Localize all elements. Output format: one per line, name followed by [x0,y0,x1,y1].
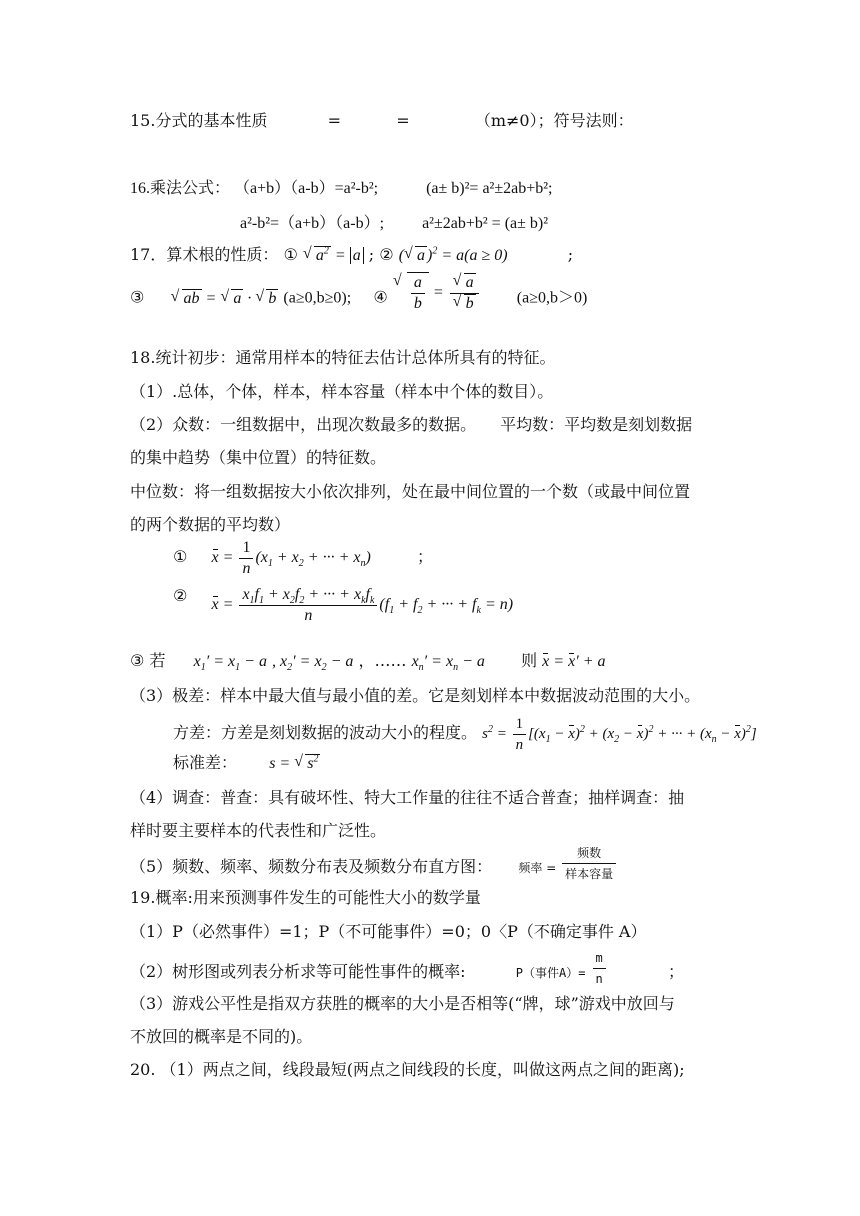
section-18-item-2-line2: 的集中趋势（集中位置）的特征数。 [130,448,387,467]
section-19-item-1: （1）P（必然事件）=1；P（不可能事件）=0；0〈P（不确定事件 A） [130,922,647,941]
section-18-item-5-text: （5）频数、频率、频数分布表及频数分布直方图： [130,857,493,876]
product-formula-4: a²±2ab+b² = (a± b)² [422,215,549,232]
section-16-line1 [130,178,552,200]
product-formula-2: (a± b)²= a²±2ab+b²; [426,180,553,197]
marker-2: ② [379,245,394,264]
section-17-label: 17．算术根的性质： [130,245,279,264]
section-19-item-2 [130,951,684,989]
section-18-item-1: （1）.总体，个体，样本，样本容量（样本中个体的数目）。 [130,382,554,401]
mean-formula-1-expression: x = $\frac{1}{n}$ ($x_1 + x_2$ + ··· + $x_n$) [211,539,371,577]
frequency-formula: 频率 = $\frac{\text{频数}}{\text{样本容量}}$ [518,861,618,875]
section-15-eq1: = [327,111,342,130]
section-18-item-2-line4: 的两个数据的平均数） [130,515,291,534]
shift-mean-expression: x = x′ + a [542,653,605,670]
variance-line [173,714,757,755]
section-18-item-5 [130,846,618,884]
section-19-item-2-end: ； [667,962,684,981]
product-formula-1: （a+b）（a-b）=a²-b²; [234,180,379,197]
marker-1: ① [283,245,298,264]
marker-4: ④ [373,287,388,307]
mean-formula-3-then: 则 [521,651,538,670]
std-label: 标准差： [173,753,238,772]
section-18-item-3: （3）极差：样本中最大值与最小值的差。它是刻划样本中数据波动范围的大小。 [130,686,701,705]
probability-denominator: n [595,972,603,986]
sqrt-a-squared-identity: (√ a )$^2$ = a(a ≥ 0) [399,247,508,264]
mean-formula-1-end: ； [417,547,434,567]
std-formula: s = √ $s^2$ [269,755,320,772]
section-18-item-4-line2: 样时要主要样本的代表性和广泛性。 [130,821,387,840]
mean-formula-3 [130,650,605,673]
mean-formula-3-marker: ③ [130,651,145,670]
sqrt-product-formula: √ ab = √ a · √ b [171,290,279,307]
sqrt-quotient-formula: √ $\frac{a}{b}$ = √ a √ b [393,272,481,314]
shift-expression-2: , $x_2' = x_2 - a$ [272,653,354,674]
sqrt-product-condition: (a≥0,b≥0); [283,289,352,307]
section-18-item-2-line3: 中位数：将一组数据按大小依次排列，处在最中间位置的一个数（或最中间位置 [130,482,691,501]
variance-label: 方差：方差是刻划数据的波动大小的程度。 [173,722,478,742]
section-16-line2 [240,213,548,235]
section-17-line1 [130,244,573,267]
mean-formula-3-if: 若 [149,651,166,670]
sqrt-quotient-condition: (a≥0,b＞0) [516,289,588,307]
shift-expression-n: $x_n' = x_n - a$ [411,653,485,674]
frequency-numerator: 频数 [562,843,616,864]
weighted-mean-expression: x = $\frac{x_1f_1 + x_2f_2 + \cdot\cdot\cdot + x_kf_k}{n}$ ($f_1 + f_2$ + ··· + $f_k = n$) [211,586,514,624]
section-16-label: 16.乘法公式： [130,180,231,197]
frequency-lhs: 频率 [518,861,543,875]
mean-formula-1 [173,538,433,579]
section-19-title: 19.概率:用来预测事件发生的可能性大小的数学量 [130,888,481,907]
section-15-condition: （m≠0）；符号法则： [474,111,634,130]
probability-fraction [593,948,606,989]
section-15-eq2: = [396,111,410,130]
section-18-title: 18.统计初步：通常用样本的特征去估计总体所具有的特征。 [130,348,556,367]
mean-formula-2-marker: ② [173,586,188,605]
sqrt-a-squared-formula: √ $a^2 = a$ [303,247,364,264]
shift-expression-1: $x_1' = x_1 - a$ [193,653,267,674]
section-19-item-3-line2: 不放回的概率是不同的)。 [130,1027,313,1046]
section-19-item-2-text: （2）树形图或列表分析求等可能性事件的概率: [130,962,466,981]
section-17-line2 [130,274,588,314]
semicolon-2: ; [567,245,574,264]
section-20-item-1: 20. （1）两点之间，线段最短(两点之间线段的长度，叫做这两点之间的距离); [130,1060,685,1079]
mean-formula-3-dots: ，…… [358,651,407,670]
std-line [173,752,320,775]
section-19-item-3-line1: （3）游戏公平性是指双方获胜的概率的大小是否相等(“牌，球”游戏中放回与 [130,994,675,1013]
section-18-item-4-line1: （4）调查：普查：具有破坏性、特大工作量的往往不适合普查；抽样调查：抽 [130,788,685,807]
section-15 [130,110,634,132]
variance-formula: $s^2$ = $\frac{1}{n}$ [$(x_1 - x)^2 + (x_2 - x)^2$ + ··· + $(x_n - x)^2$] [482,716,757,753]
section-15-title: 15.分式的基本性质 [130,111,268,130]
mean-formula-2 [173,585,513,626]
probability-lhs: P（事件A）= [515,966,586,980]
marker-3: ③ [130,287,145,307]
semicolon-1: ; [368,245,375,264]
mean-formula-1-marker: ① [173,547,188,567]
frequency-denominator: 样本容量 [565,867,614,881]
probability-numerator: m [593,948,606,969]
product-formula-3: a²-b²=（a+b）（a-b）; [240,215,385,232]
section-18-item-2-line1: （2）众数：一组数据中，出现次数最多的数据。 平均数：平均数是刻划数据 [130,415,693,434]
